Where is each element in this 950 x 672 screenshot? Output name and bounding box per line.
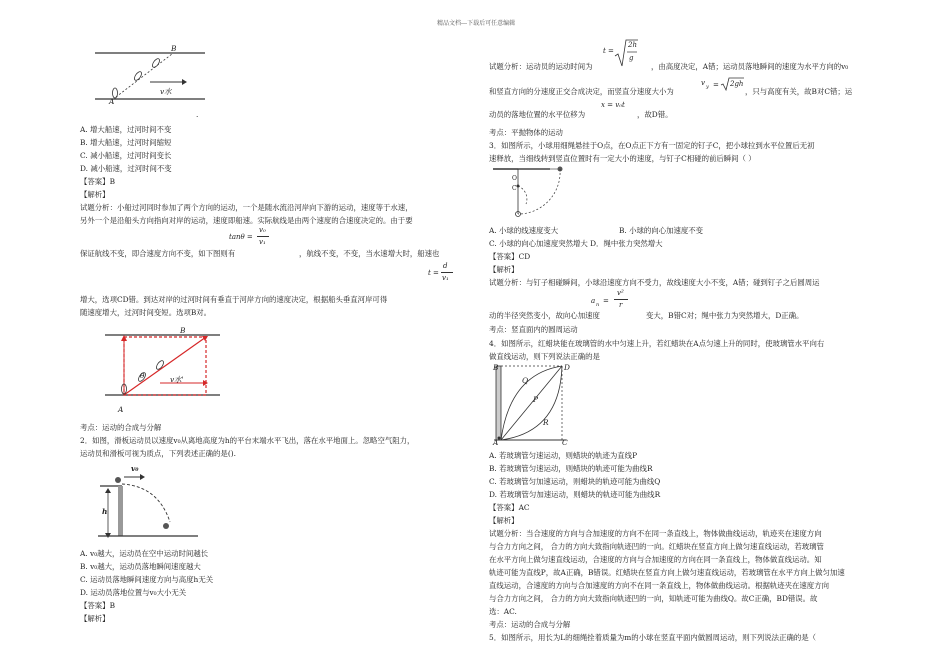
fig4-label-o: O — [512, 175, 517, 182]
q2-kaodian: 考点：平抛物体的运动 — [489, 128, 563, 137]
pendulum-figure — [490, 166, 570, 221]
a-formula-lhs: a — [591, 297, 596, 305]
glass-tube-figure — [490, 362, 580, 446]
q1-jiexi: 【解析】 — [80, 190, 110, 199]
q2-jiexi: 【解析】 — [80, 614, 110, 623]
q1-analysis-4: ，航线不变，不变，当水速增大时，船速也 — [299, 249, 440, 258]
glass-tube — [496, 366, 501, 440]
fig2-label-theta: θ — [140, 371, 145, 380]
q1-option-d: D. 减小船速，过河时间不变 — [80, 164, 172, 173]
platform-pillar — [118, 486, 122, 536]
q1-analysis-2: 另外一个是沿船头方向指向对岸的运动，速度即船速。实际航线是由两个速度的合速度决定的。由于要 — [80, 216, 413, 225]
fig5-label-d: D — [564, 363, 570, 372]
t2-formula-num: 2h — [628, 41, 637, 49]
fig5-label-c: C — [562, 438, 568, 447]
fig2-label-v: v水' — [170, 375, 184, 384]
q3-stem-2: 速释放，当细线转到竖直位置时有一定大小的速度，与钉子C相碰的前后瞬间（ ） — [489, 154, 756, 163]
q4-analysis-5: 直线运动，合速度的方向与合加速度的方向不在同一条直线上，物体做曲线运动。根据轨迹夹在速度方向 — [489, 581, 829, 590]
q3-stem-1: 3．如图所示，小球用细绳悬挂于O点，在O点正下方有一固定的钉子C，把小球拉到水平位置后无初 — [489, 141, 815, 150]
tan-formula-den: v₁ — [259, 238, 266, 246]
t2-formula-lhs: t = — [603, 47, 614, 55]
boat-icon-mid1 — [133, 70, 143, 81]
q1-analysis-5: 增大，选项CD错。到达对岸的过河时间有垂直于河岸方向的速度决定，根据船头垂直河岸可得 — [80, 295, 388, 304]
q4-analysis-7: 选：AC. — [489, 607, 517, 616]
skateboard-figure — [98, 472, 198, 544]
a-formula-num: v² — [617, 289, 624, 297]
r-analysis-6: ，故D错。 — [637, 110, 673, 119]
fig3-label-v0: v₀ — [131, 464, 139, 473]
tan-formula-num: v₀ — [259, 226, 266, 234]
fig5-label-a: A — [493, 438, 499, 447]
q1-analysis-1: 试题分析：小船过河同时参加了两个方向的运动，一个是随水流沿河岸向下游的运动，速度等于水速， — [80, 203, 413, 212]
arrow-head — [182, 79, 187, 85]
q1-answer: 【答案】B — [80, 177, 115, 186]
q1-option-b: B. 增大船速，过河时间缩短 — [80, 138, 172, 147]
q1-option-c: C. 减小船速，过河时间变长 — [80, 151, 172, 160]
vy-formula-sub: y — [706, 84, 709, 90]
q1-analysis-6: 随速度增大，过河时间变短。选项B对。 — [80, 308, 212, 317]
q3-analysis-3: 变大，B错C对；绳中张力为突然增大，D正确。 — [646, 311, 804, 320]
t-formula-num: d — [443, 262, 448, 270]
q4-kaodian: 考点：运动的合成与分解 — [489, 620, 571, 629]
page-header: 精品文档---下载后可任意编辑 — [437, 20, 516, 27]
q2-option-d: D. 运动员落地位置与v₀大小无关 — [80, 588, 187, 597]
trajectory — [122, 484, 170, 522]
q3-option-cd: C. 小球的向心加速度突然增大 D．绳中张力突然增大 — [489, 239, 663, 248]
q4-answer: 【答案】AC — [489, 503, 530, 512]
x-formula: x = v₀t — [601, 101, 625, 109]
q4-option-b: B. 若玻璃管匀速运动，则蜡块的轨迹可能为曲线R — [489, 464, 653, 473]
q4-stem-1: 4．如图所示，红蜡块能在玻璃管的水中匀速上升，若红蜡块在A点匀速上升的同时，使玻璃管水平向右 — [489, 339, 825, 348]
q2-stem-1: 2．如图，滑板运动员以速度v₀从离地高度为h的平台末端水平飞出，落在水平地面上。忽略空气阻力， — [80, 436, 415, 445]
q5-stem: 5．如图所示，用长为L的细绳拴着质量为m的小球在竖直平面内做圆周运动，则下列说法正确的是（ — [489, 633, 817, 642]
r-analysis-5: 动员的落地位置的水平位移为 — [489, 110, 586, 119]
q4-stem-2: 做直线运动，则下列说法正确的是 — [489, 352, 600, 361]
r-analysis-4: ，只与高度有关，故B对C错；运 — [745, 87, 853, 96]
q4-analysis-3: 在水平方向上做匀速直线运动，合速度的方向与合加速度的方向在同一条直线上，物体做直线运动。知 — [489, 555, 822, 564]
fig2-label-b: B — [180, 326, 186, 335]
q4-analysis-1: 试题分析：当合速度的方向与合加速度的方向不在同一条直线上，物体做曲线运动，轨迹夹在速度方向 — [489, 529, 822, 538]
skater-icon — [115, 477, 121, 483]
a-fraction-bar — [614, 299, 628, 300]
q1-option-a: A. 增大船速，过河时间不变 — [80, 125, 172, 134]
q3-analysis-2: 动的半径突然变小，故向心加速度 — [489, 311, 600, 320]
path-p — [501, 366, 562, 440]
a-formula-sub: n — [596, 302, 600, 308]
fig5-label-b: B — [493, 363, 499, 372]
q2-stem-2: 运动员和滑板可视为质点，下列表述正确的是(). — [80, 449, 236, 458]
fig5-label-q: Q — [522, 376, 529, 385]
q3-kaodian: 考点：竖直面内的圆周运动 — [489, 325, 578, 334]
skater-landing-icon — [163, 523, 169, 529]
q2-option-c: C. 运动员落地瞬间速度方向与高度h无关 — [80, 575, 214, 584]
fig1-dot: . — [196, 110, 199, 119]
q4-option-c: C. 若玻璃管匀加速运动，则蜡块的轨迹可能为曲线Q — [489, 477, 661, 486]
q3-option-b: B. 小球的向心加速度不变 — [619, 226, 704, 235]
fig1-label-b: B — [171, 44, 177, 53]
t2-formula-den: g — [629, 54, 634, 62]
fig2-label-a: A — [118, 405, 124, 414]
r-analysis-3: 和竖直方向的分速度正交合成决定，而竖直分速度大小为 — [489, 87, 674, 96]
q2-answer: 【答案】B — [80, 601, 115, 610]
q4-analysis-4: 轨迹可能为直线P，故A正确，B错误。红蜡块在竖直方向上做匀速直线运动，若玻璃管在水平方向上做匀加速 — [489, 568, 845, 577]
vy-formula-eq: = — [713, 81, 719, 89]
q3-answer: 【答案】CD — [489, 252, 531, 261]
q1-analysis-3: 保证航线不变，即合速度方向不变，如下图则有 — [80, 249, 236, 258]
q4-option-d: D. 若玻璃管匀加速运动，则蜡块的轨迹可能为曲线R — [489, 490, 661, 499]
r-analysis-1: 试题分析：运动员的运动时间为 — [489, 62, 593, 71]
boat-icon-mid2 — [151, 57, 161, 68]
fig3-label-h: h — [102, 507, 108, 516]
fig5-label-r: R — [543, 418, 549, 427]
q2-option-a: A. v₀越大，运动员在空中运动时间越长 — [80, 549, 209, 558]
q4-analysis-6: 与合力方向之间， 合力的方向大致指向轨迹凹的一向，知轨迹可能为曲线Q。故C正确，BD错误。故 — [489, 594, 818, 603]
fig1-label-v: v水 — [160, 87, 172, 96]
q3-analysis-1: 试题分析：与钉子相碰瞬间，小球沿速度方向不受力，故线速度大小不变，A错；碰到钉子之后圆周运 — [489, 278, 820, 287]
q3-jiexi: 【解析】 — [489, 265, 519, 274]
q4-analysis-2: 与合力方向之间， 合力的方向大致指向轨迹凹的一向。红蜡块在竖直方向上做匀速直线运动，若玻璃管 — [489, 542, 824, 551]
resultant-velocity — [124, 337, 206, 395]
fig5-label-p: P — [533, 395, 538, 404]
velocity-composition-figure — [100, 325, 230, 415]
a-formula-den: r — [619, 301, 623, 309]
t-formula-den: v₁ — [442, 274, 449, 282]
q4-option-a: A. 若玻璃管匀速运动，则蜡块的轨迹为直线P — [489, 451, 638, 460]
q2-option-b: B. v₀越大，运动员落地瞬间速度越大 — [80, 562, 201, 571]
q1-kaodian: 考点：运动的合成与分解 — [80, 423, 162, 432]
vy-formula-rad: 2gh — [730, 80, 744, 88]
tan-fraction-bar — [257, 236, 269, 237]
r-analysis-2: ，由高度决定，A错；运动员落地瞬间的速度为水平方向的v₀ — [651, 62, 849, 71]
fig4-label-c: C — [512, 185, 517, 192]
q3-option-a: A. 小球的线速度变大 — [489, 226, 559, 235]
tan-formula-lhs: tanθ = — [229, 233, 253, 241]
fig1-label-a: A — [109, 97, 115, 106]
q4-jiexi: 【解析】 — [489, 516, 519, 525]
t-formula-lhs: t = — [428, 269, 439, 277]
a-formula-eq: = — [603, 297, 609, 305]
vy-formula-lhs: v — [701, 79, 705, 87]
t-fraction-bar — [441, 272, 453, 273]
